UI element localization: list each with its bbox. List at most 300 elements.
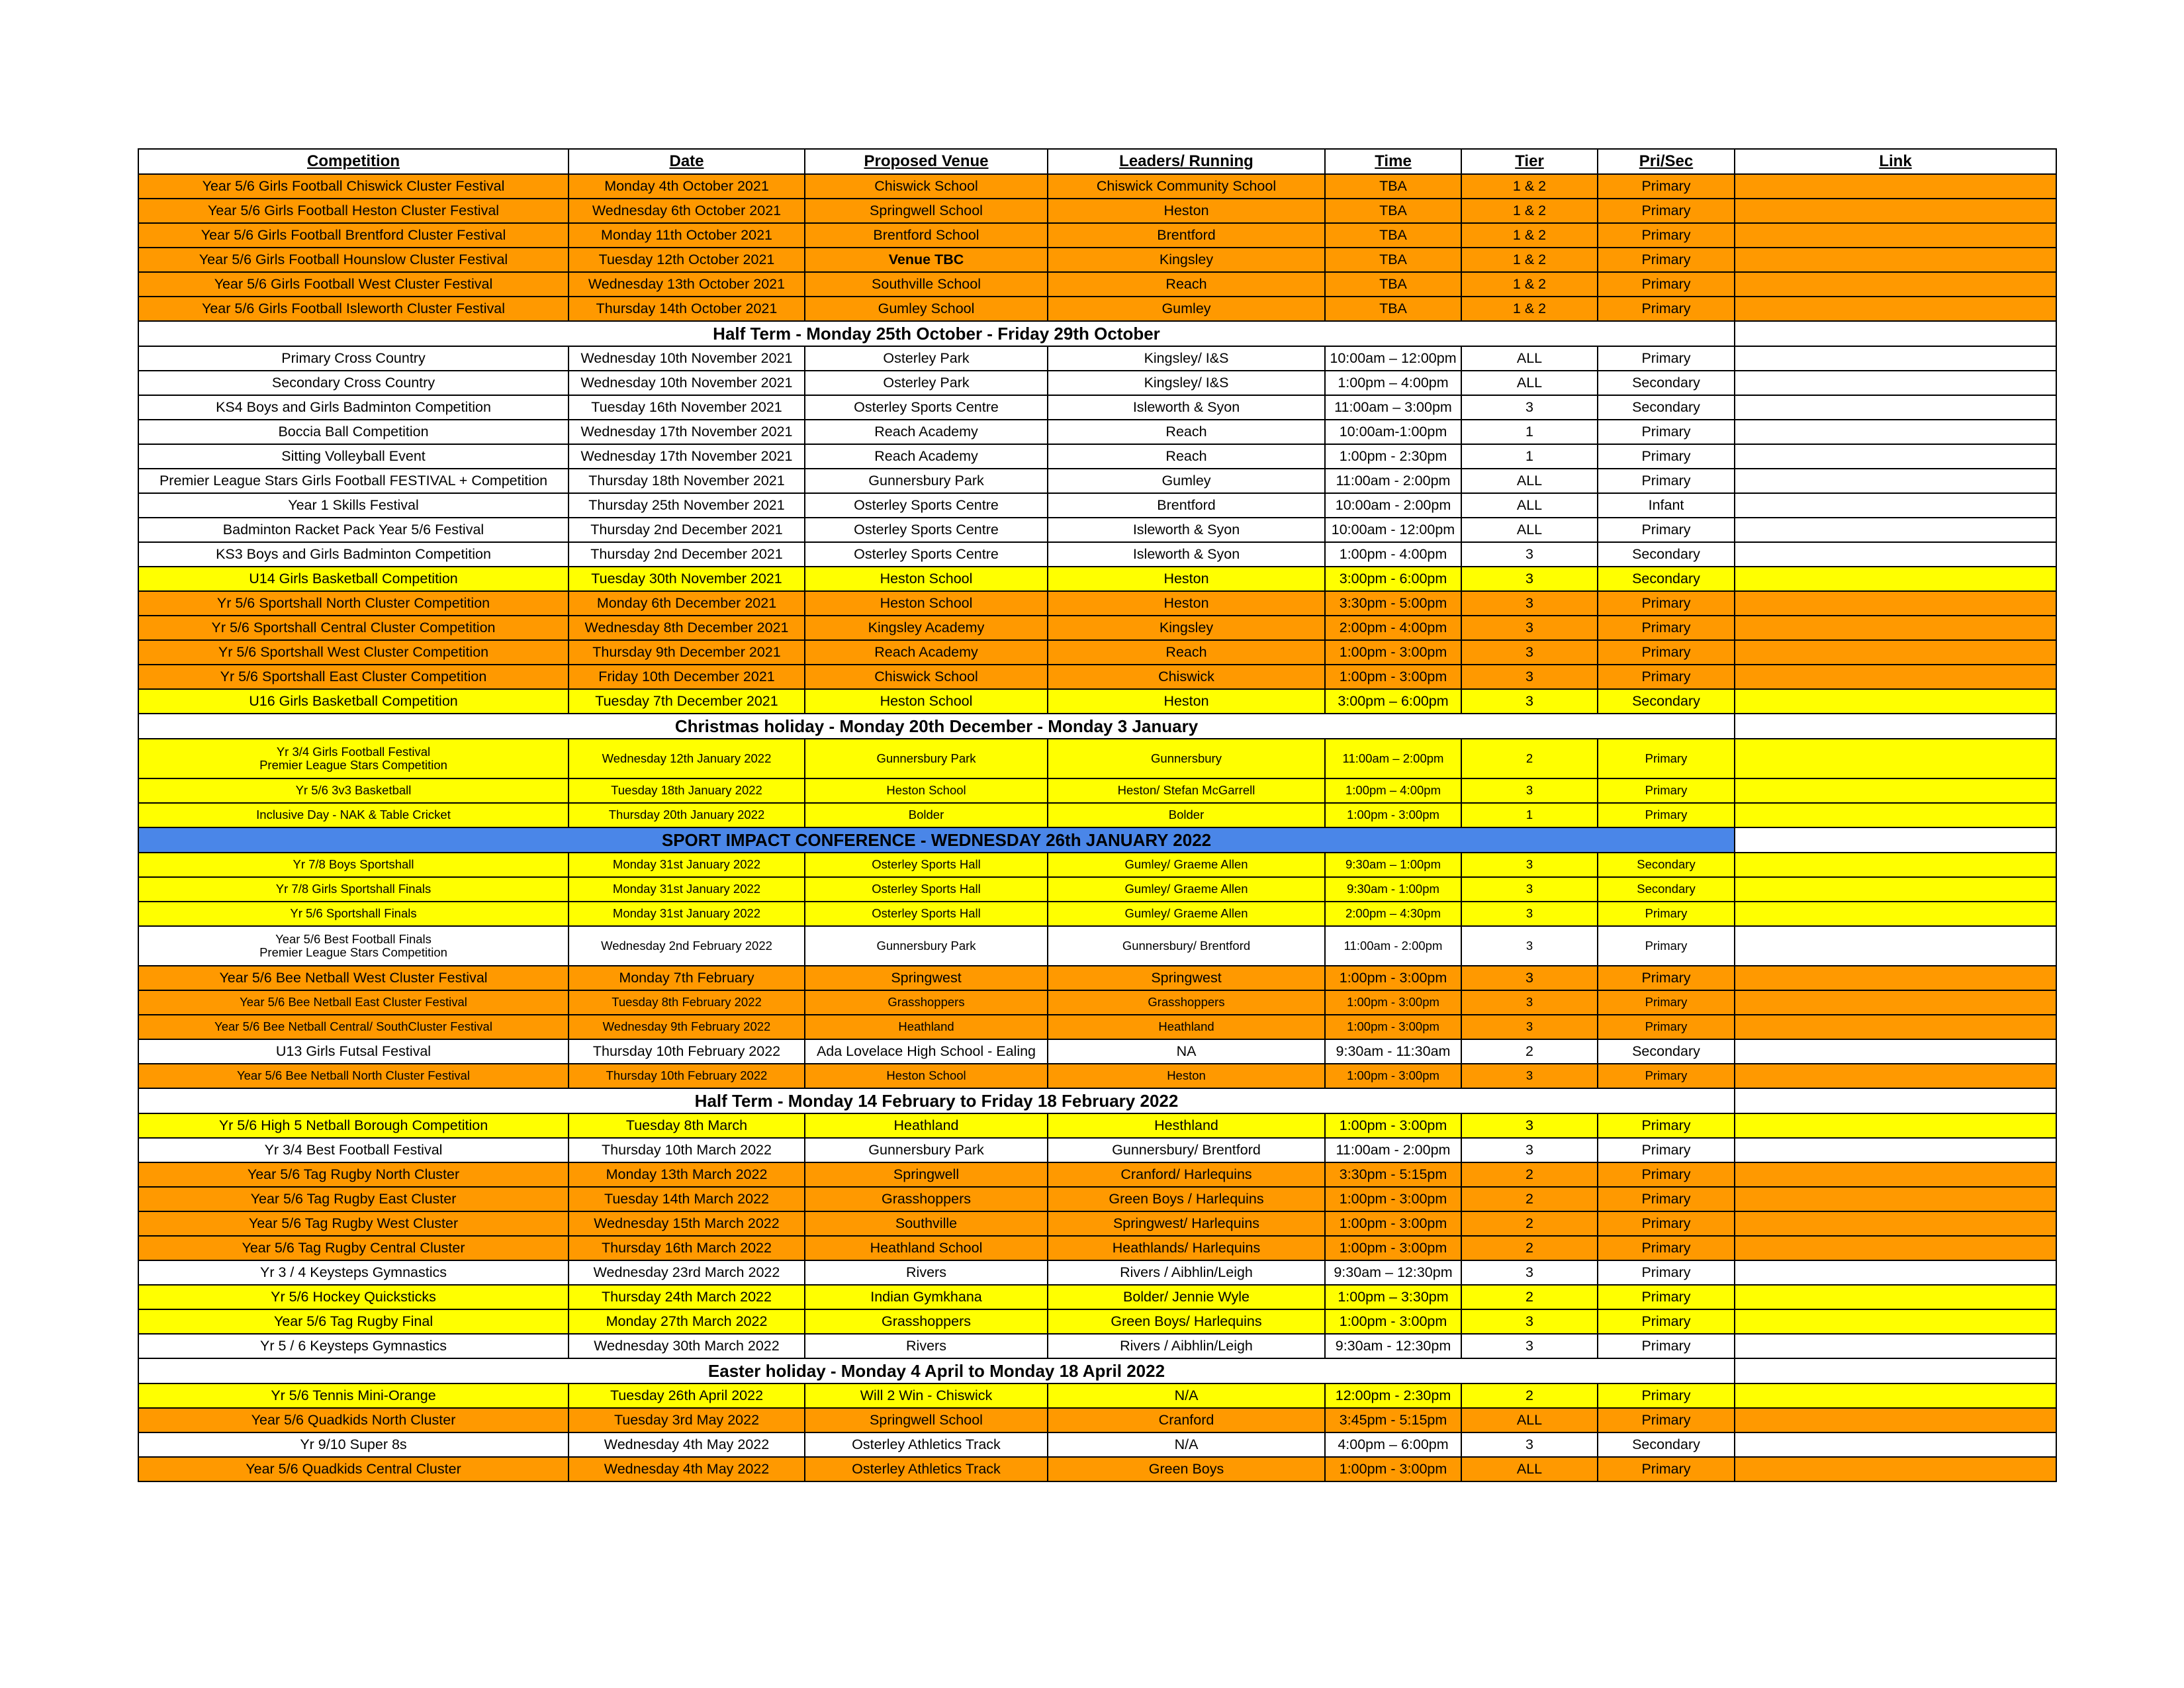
link-cell[interactable] [1735, 591, 2056, 616]
notice-row [138, 714, 2056, 739]
pri-sec-cell: Primary [1598, 665, 1735, 689]
leaders-cell: Brentford [1048, 493, 1325, 518]
tier-cell: 1 [1461, 420, 1598, 444]
link-cell[interactable] [1735, 877, 2056, 902]
time-cell: TBA [1325, 248, 1461, 272]
competition-cell: Boccia Ball Competition [138, 420, 569, 444]
tier-cell: 1 [1461, 803, 1598, 827]
pri-sec-cell: Infant [1598, 493, 1735, 518]
leaders-cell: Gumley/ Graeme Allen [1048, 877, 1325, 902]
competition-cell: Year 5/6 Girls Football Isleworth Cluster Festival [138, 297, 569, 321]
competition-cell: Yr 5/6 3v3 Basketball [138, 778, 569, 803]
pri-sec-cell: Primary [1598, 1064, 1735, 1088]
time-cell: 1:00pm - 3:00pm [1325, 1064, 1461, 1088]
competition-cell: Yr 5 / 6 Keysteps Gymnastics [138, 1334, 569, 1358]
table-row [138, 1309, 2056, 1334]
venue-cell: Heston School [805, 567, 1048, 591]
time-cell: 2:00pm - 4:00pm [1325, 616, 1461, 640]
competition-cell: Year 5/6 Tag Rugby West Cluster [138, 1211, 569, 1236]
venue-cell: Osterley Sports Centre [805, 395, 1048, 420]
time-cell: 9:30am - 1:00pm [1325, 877, 1461, 902]
header-time: Time [1325, 149, 1461, 174]
link-cell[interactable] [1735, 689, 2056, 714]
competition-cell: Year 5/6 Bee Netball West Cluster Festival [138, 966, 569, 990]
date-cell: Tuesday 14th March 2022 [569, 1187, 805, 1211]
pri-sec-cell: Primary [1598, 640, 1735, 665]
venue-cell: Heathland School [805, 1236, 1048, 1260]
leaders-cell: Isleworth & Syon [1048, 542, 1325, 567]
time-cell: 1:00pm - 3:00pm [1325, 1015, 1461, 1039]
date-cell: Wednesday 2nd February 2022 [569, 926, 805, 966]
pri-sec-cell: Primary [1598, 902, 1735, 926]
table-row [138, 1039, 2056, 1064]
leaders-cell: Heston [1048, 199, 1325, 223]
link-cell [1735, 321, 2056, 346]
tier-cell: 3 [1461, 1260, 1598, 1285]
pri-sec-cell: Primary [1598, 1236, 1735, 1260]
date-cell: Thursday 2nd December 2021 [569, 518, 805, 542]
table-row [138, 371, 2056, 395]
time-cell: 11:00am - 2:00pm [1325, 469, 1461, 493]
time-cell: TBA [1325, 174, 1461, 199]
link-cell[interactable] [1735, 371, 2056, 395]
tier-cell: 2 [1461, 1383, 1598, 1408]
tier-cell: 2 [1461, 1162, 1598, 1187]
link-cell[interactable] [1735, 1015, 2056, 1039]
pri-sec-cell: Secondary [1598, 395, 1735, 420]
pri-sec-cell: Primary [1598, 1015, 1735, 1039]
time-cell: 11:00am – 2:00pm [1325, 739, 1461, 778]
venue-cell: Gumley School [805, 297, 1048, 321]
date-cell: Wednesday 6th October 2021 [569, 199, 805, 223]
link-cell[interactable] [1735, 902, 2056, 926]
pri-sec-cell: Secondary [1598, 567, 1735, 591]
competition-cell: Yr 5/6 Hockey Quicksticks [138, 1285, 569, 1309]
leaders-cell: Chiswick [1048, 665, 1325, 689]
venue-cell: Gunnersbury Park [805, 739, 1048, 778]
tier-cell: ALL [1461, 493, 1598, 518]
link-cell[interactable] [1735, 1309, 2056, 1334]
table-row [138, 926, 2056, 966]
link-cell[interactable] [1735, 739, 2056, 778]
time-cell: 1:00pm - 3:00pm [1325, 1457, 1461, 1481]
table-row [138, 591, 2056, 616]
pri-sec-cell: Primary [1598, 616, 1735, 640]
competition-cell: Year 5/6 Girls Football West Cluster Festival [138, 272, 569, 297]
time-cell: 3:00pm – 6:00pm [1325, 689, 1461, 714]
link-cell[interactable] [1735, 1285, 2056, 1309]
link-cell[interactable] [1735, 926, 2056, 966]
time-cell: 9:30am – 1:00pm [1325, 853, 1461, 877]
competition-cell: U16 Girls Basketball Competition [138, 689, 569, 714]
leaders-cell: Springwest [1048, 966, 1325, 990]
pri-sec-cell: Secondary [1598, 689, 1735, 714]
competition-cell: Year 5/6 Bee Netball North Cluster Festival [138, 1064, 569, 1088]
link-cell[interactable] [1735, 420, 2056, 444]
venue-cell: Heathland [805, 1113, 1048, 1138]
pri-sec-cell: Secondary [1598, 877, 1735, 902]
time-cell: 2:00pm – 4:30pm [1325, 902, 1461, 926]
pri-sec-cell: Primary [1598, 591, 1735, 616]
venue-cell: Heston School [805, 778, 1048, 803]
leaders-cell: Isleworth & Syon [1048, 395, 1325, 420]
time-cell: 1:00pm – 4:00pm [1325, 778, 1461, 803]
leaders-cell: Springwest/ Harlequins [1048, 1211, 1325, 1236]
table-row [138, 248, 2056, 272]
table-row [138, 174, 2056, 199]
table-row [138, 542, 2056, 567]
pri-sec-cell: Primary [1598, 444, 1735, 469]
date-cell: Monday 4th October 2021 [569, 174, 805, 199]
time-cell: 1:00pm - 3:00pm [1325, 1211, 1461, 1236]
pri-sec-cell: Primary [1598, 926, 1735, 966]
link-cell[interactable] [1735, 297, 2056, 321]
link-cell[interactable] [1735, 174, 2056, 199]
tier-cell: 3 [1461, 1432, 1598, 1457]
competition-cell: Year 5/6 Quadkids Central Cluster [138, 1457, 569, 1481]
notice-row [138, 1358, 2056, 1383]
venue-cell: Heathland [805, 1015, 1048, 1039]
competition-cell: Yr 5/6 High 5 Netball Borough Competition [138, 1113, 569, 1138]
link-cell[interactable] [1735, 1260, 2056, 1285]
time-cell: 9:30am - 11:30am [1325, 1039, 1461, 1064]
link-cell[interactable] [1735, 1457, 2056, 1481]
venue-cell: Southville [805, 1211, 1048, 1236]
date-cell: Wednesday 12th January 2022 [569, 739, 805, 778]
link-cell[interactable] [1735, 272, 2056, 297]
link-cell[interactable] [1735, 567, 2056, 591]
tier-cell: 2 [1461, 1187, 1598, 1211]
table-row [138, 493, 2056, 518]
competition-cell: Year 5/6 Tag Rugby North Cluster [138, 1162, 569, 1187]
table-row [138, 689, 2056, 714]
tier-cell: 2 [1461, 1285, 1598, 1309]
leaders-cell: Kingsley [1048, 248, 1325, 272]
tier-cell: ALL [1461, 1408, 1598, 1432]
venue-cell: Gunnersbury Park [805, 1138, 1048, 1162]
venue-cell: Osterley Sports Hall [805, 902, 1048, 926]
table-row [138, 1285, 2056, 1309]
leaders-cell: N/A [1048, 1383, 1325, 1408]
table-row [138, 1015, 2056, 1039]
tier-cell: 3 [1461, 1113, 1598, 1138]
venue-cell: Grasshoppers [805, 990, 1048, 1015]
link-cell[interactable] [1735, 1064, 2056, 1088]
competition-cell: Yr 5/6 Sportshall Central Cluster Competition [138, 616, 569, 640]
time-cell: 11:00am - 2:00pm [1325, 1138, 1461, 1162]
notice-text: SPORT IMPACT CONFERENCE - WEDNESDAY 26th JANUARY 2022 [138, 827, 1735, 853]
venue-cell: Brentford School [805, 223, 1048, 248]
table-row [138, 420, 2056, 444]
leaders-cell: Gumley [1048, 297, 1325, 321]
table-row [138, 616, 2056, 640]
venue-cell: Kingsley Academy [805, 616, 1048, 640]
date-cell: Tuesday 8th February 2022 [569, 990, 805, 1015]
date-cell: Monday 11th October 2021 [569, 223, 805, 248]
leaders-cell: Heston/ Stefan McGarrell [1048, 778, 1325, 803]
header-date: Date [569, 149, 805, 174]
tier-cell: 3 [1461, 966, 1598, 990]
venue-cell: Rivers [805, 1260, 1048, 1285]
competition-cell: Premier League Stars Girls Football FESTIVAL + Competition [138, 469, 569, 493]
tier-cell: 2 [1461, 1236, 1598, 1260]
notice-text: Christmas holiday - Monday 20th December - Monday 3 January [138, 714, 1735, 739]
leaders-cell: Kingsley [1048, 616, 1325, 640]
header-row [138, 149, 2056, 174]
pri-sec-cell: Primary [1598, 1309, 1735, 1334]
date-cell: Thursday 10th February 2022 [569, 1039, 805, 1064]
date-cell: Wednesday 17th November 2021 [569, 420, 805, 444]
date-cell: Monday 27th March 2022 [569, 1309, 805, 1334]
pri-sec-cell: Primary [1598, 1408, 1735, 1432]
leaders-cell: N/A [1048, 1432, 1325, 1457]
header-proposed-venue: Proposed Venue [805, 149, 1048, 174]
competition-subline: Premier League Stars Competition [259, 758, 447, 772]
time-cell: 12:00pm - 2:30pm [1325, 1383, 1461, 1408]
competition-cell: Year 5/6 Tag Rugby East Cluster [138, 1187, 569, 1211]
pri-sec-cell: Secondary [1598, 1432, 1735, 1457]
time-cell: 9:30am – 12:30pm [1325, 1260, 1461, 1285]
tier-cell: ALL [1461, 371, 1598, 395]
tier-cell: ALL [1461, 518, 1598, 542]
table-row [138, 877, 2056, 902]
link-cell[interactable] [1735, 444, 2056, 469]
pri-sec-cell: Primary [1598, 803, 1735, 827]
header-tier: Tier [1461, 149, 1598, 174]
competition-schedule-table [138, 148, 2057, 1482]
leaders-cell: Grasshoppers [1048, 990, 1325, 1015]
venue-cell: Heston School [805, 591, 1048, 616]
venue-cell: Chiswick School [805, 665, 1048, 689]
notice-text: Easter holiday - Monday 4 April to Monday 18 April 2022 [138, 1358, 1735, 1383]
date-cell: Tuesday 16th November 2021 [569, 395, 805, 420]
link-cell[interactable] [1735, 1187, 2056, 1211]
link-cell[interactable] [1735, 1138, 2056, 1162]
tier-cell: 1 & 2 [1461, 272, 1598, 297]
time-cell: 4:00pm – 6:00pm [1325, 1432, 1461, 1457]
leaders-cell: Heston [1048, 591, 1325, 616]
competition-cell: Year 5/6 Girls Football Hounslow Cluster Festival [138, 248, 569, 272]
link-cell[interactable] [1735, 1113, 2056, 1138]
pri-sec-cell: Secondary [1598, 371, 1735, 395]
notice-text: Half Term - Monday 14 February to Friday 18 February 2022 [138, 1088, 1735, 1113]
link-cell[interactable] [1735, 223, 2056, 248]
venue-cell: Reach Academy [805, 640, 1048, 665]
table-row [138, 853, 2056, 877]
pri-sec-cell: Primary [1598, 966, 1735, 990]
date-cell: Monday 7th February [569, 966, 805, 990]
link-cell[interactable] [1735, 616, 2056, 640]
link-cell [1735, 1358, 2056, 1383]
tier-cell: 3 [1461, 902, 1598, 926]
table-row [138, 1260, 2056, 1285]
competition-cell: Yr 5/6 Tennis Mini-Orange [138, 1383, 569, 1408]
link-cell[interactable] [1735, 469, 2056, 493]
venue-cell: Reach Academy [805, 420, 1048, 444]
pri-sec-cell: Primary [1598, 1162, 1735, 1187]
header-leaders-running: Leaders/ Running [1048, 149, 1325, 174]
pri-sec-cell: Primary [1598, 518, 1735, 542]
competition-cell: Year 1 Skills Festival [138, 493, 569, 518]
competition-cell: Year 5/6 Quadkids North Cluster [138, 1408, 569, 1432]
link-cell[interactable] [1735, 640, 2056, 665]
link-cell[interactable] [1735, 493, 2056, 518]
leaders-cell: Reach [1048, 444, 1325, 469]
pri-sec-cell: Primary [1598, 346, 1735, 371]
venue-cell: Grasshoppers [805, 1187, 1048, 1211]
link-cell[interactable] [1735, 1383, 2056, 1408]
link-cell[interactable] [1735, 966, 2056, 990]
date-cell: Tuesday 18th January 2022 [569, 778, 805, 803]
link-cell[interactable] [1735, 803, 2056, 827]
time-cell: 1:00pm - 3:00pm [1325, 803, 1461, 827]
date-cell: Monday 6th December 2021 [569, 591, 805, 616]
tier-cell: ALL [1461, 1457, 1598, 1481]
table-row [138, 966, 2056, 990]
date-cell: Wednesday 8th December 2021 [569, 616, 805, 640]
tier-cell: 3 [1461, 778, 1598, 803]
competition-cell: Sitting Volleyball Event [138, 444, 569, 469]
venue-cell: Rivers [805, 1334, 1048, 1358]
leaders-cell: Kingsley/ I&S [1048, 346, 1325, 371]
date-cell: Monday 31st January 2022 [569, 877, 805, 902]
date-cell: Wednesday 4th May 2022 [569, 1432, 805, 1457]
tier-cell: 1 & 2 [1461, 297, 1598, 321]
venue-cell: Ada Lovelace High School - Ealing [805, 1039, 1048, 1064]
competition-cell: Year 5/6 Tag Rugby Final [138, 1309, 569, 1334]
venue-cell: Osterley Athletics Track [805, 1457, 1048, 1481]
pri-sec-cell: Primary [1598, 297, 1735, 321]
table-row [138, 665, 2056, 689]
date-cell: Thursday 10th February 2022 [569, 1064, 805, 1088]
link-cell[interactable] [1735, 199, 2056, 223]
tier-cell: 3 [1461, 591, 1598, 616]
link-cell[interactable] [1735, 1408, 2056, 1432]
link-cell[interactable] [1735, 778, 2056, 803]
link-cell[interactable] [1735, 346, 2056, 371]
pri-sec-cell: Primary [1598, 1383, 1735, 1408]
venue-cell: Osterley Sports Centre [805, 542, 1048, 567]
table-row [138, 346, 2056, 371]
competition-cell: Yr 3/4 Best Football Festival [138, 1138, 569, 1162]
link-cell [1735, 1088, 2056, 1113]
notice-text: Half Term - Monday 25th October - Friday 29th October [138, 321, 1735, 346]
time-cell: 1:00pm - 3:00pm [1325, 990, 1461, 1015]
competition-cell [138, 739, 569, 778]
date-cell: Wednesday 15th March 2022 [569, 1211, 805, 1236]
link-cell[interactable] [1735, 1432, 2056, 1457]
venue-cell: Osterley Sports Hall [805, 877, 1048, 902]
table-row [138, 1211, 2056, 1236]
date-cell: Thursday 2nd December 2021 [569, 542, 805, 567]
venue-cell: Springwell School [805, 1408, 1048, 1432]
date-cell: Tuesday 30th November 2021 [569, 567, 805, 591]
leaders-cell: Heston [1048, 1064, 1325, 1088]
tier-cell: 3 [1461, 990, 1598, 1015]
link-cell[interactable] [1735, 1236, 2056, 1260]
leaders-cell: Gunnersbury/ Brentford [1048, 926, 1325, 966]
venue-cell: Venue TBC [805, 248, 1048, 272]
leaders-cell: Reach [1048, 272, 1325, 297]
pri-sec-cell: Primary [1598, 272, 1735, 297]
venue-cell: Indian Gymkhana [805, 1285, 1048, 1309]
time-cell: TBA [1325, 199, 1461, 223]
pri-sec-cell: Primary [1598, 1334, 1735, 1358]
time-cell: 11:00am - 2:00pm [1325, 926, 1461, 966]
venue-cell: Springwell School [805, 199, 1048, 223]
table-row [138, 1236, 2056, 1260]
table-row [138, 1432, 2056, 1457]
tier-cell: 1 & 2 [1461, 248, 1598, 272]
table-row [138, 469, 2056, 493]
link-cell[interactable] [1735, 853, 2056, 877]
venue-cell: Will 2 Win - Chiswick [805, 1383, 1048, 1408]
pri-sec-cell: Primary [1598, 248, 1735, 272]
table-row [138, 1138, 2056, 1162]
date-cell: Wednesday 4th May 2022 [569, 1457, 805, 1481]
link-cell[interactable] [1735, 542, 2056, 567]
time-cell: 11:00am – 3:00pm [1325, 395, 1461, 420]
venue-cell: Gunnersbury Park [805, 469, 1048, 493]
competition-cell: Yr 5/6 Sportshall Finals [138, 902, 569, 926]
table-row [138, 518, 2056, 542]
link-cell[interactable] [1735, 518, 2056, 542]
link-cell[interactable] [1735, 1334, 2056, 1358]
date-cell: Wednesday 10th November 2021 [569, 346, 805, 371]
link-cell[interactable] [1735, 395, 2056, 420]
leaders-cell: Rivers / Aibhlin/Leigh [1048, 1260, 1325, 1285]
link-cell[interactable] [1735, 990, 2056, 1015]
date-cell: Wednesday 13th October 2021 [569, 272, 805, 297]
time-cell: 3:45pm - 5:15pm [1325, 1408, 1461, 1432]
venue-cell: Reach Academy [805, 444, 1048, 469]
tier-cell: 3 [1461, 1334, 1598, 1358]
leaders-cell: Gumley/ Graeme Allen [1048, 902, 1325, 926]
time-cell: 1:00pm - 3:00pm [1325, 1187, 1461, 1211]
date-cell: Thursday 14th October 2021 [569, 297, 805, 321]
header-link: Link [1735, 149, 2056, 174]
link-cell[interactable] [1735, 1039, 2056, 1064]
leaders-cell: Isleworth & Syon [1048, 518, 1325, 542]
competition-cell: Yr 5/6 Sportshall West Cluster Competition [138, 640, 569, 665]
competition-cell: U13 Girls Futsal Festival [138, 1039, 569, 1064]
link-cell[interactable] [1735, 1211, 2056, 1236]
leaders-cell: Green Boys/ Harlequins [1048, 1309, 1325, 1334]
table-row [138, 1187, 2056, 1211]
link-cell[interactable] [1735, 248, 2056, 272]
pri-sec-cell: Secondary [1598, 542, 1735, 567]
link-cell[interactable] [1735, 1162, 2056, 1187]
pri-sec-cell: Secondary [1598, 853, 1735, 877]
date-cell: Thursday 24th March 2022 [569, 1285, 805, 1309]
time-cell: 9:30am - 12:30pm [1325, 1334, 1461, 1358]
table-row [138, 1408, 2056, 1432]
leaders-cell: Green Boys / Harlequins [1048, 1187, 1325, 1211]
date-cell: Thursday 16th March 2022 [569, 1236, 805, 1260]
time-cell: 10:00am - 2:00pm [1325, 493, 1461, 518]
link-cell[interactable] [1735, 665, 2056, 689]
competition-cell: Yr 3 / 4 Keysteps Gymnastics [138, 1260, 569, 1285]
leaders-cell: Rivers / Aibhlin/Leigh [1048, 1334, 1325, 1358]
table-row [138, 739, 2056, 778]
schedule-sheet [138, 148, 2056, 1482]
link-cell [1735, 827, 2056, 853]
tier-cell: 3 [1461, 567, 1598, 591]
tier-cell: 3 [1461, 689, 1598, 714]
date-cell: Monday 13th March 2022 [569, 1162, 805, 1187]
competition-cell: Year 5/6 Girls Football Brentford Cluster Festival [138, 223, 569, 248]
venue-cell: Osterley Athletics Track [805, 1432, 1048, 1457]
